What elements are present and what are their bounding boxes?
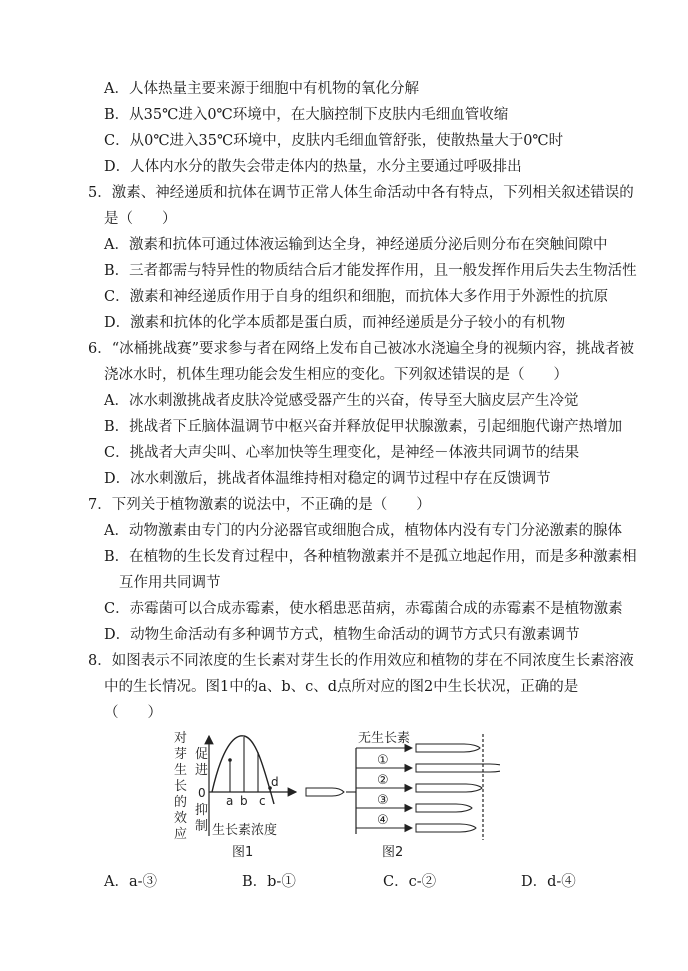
circled-label-4: ④ <box>377 813 389 828</box>
bud-1 <box>416 764 500 772</box>
q7-option-c: C．赤霉菌可以合成赤霉素，使水稻患恶苗病，赤霉菌合成的赤霉素不是植物激素 <box>104 601 623 617</box>
q8-answer-a: A．a-③ <box>104 874 158 890</box>
auxin-figure <box>160 728 500 866</box>
q8-stem-line2: 中的生长情况。图1中的a、b、c、d点所对应的图2中生长状况，正确的是 <box>104 679 579 695</box>
y-axis-char: 生 <box>174 763 188 778</box>
y-axis-char: 芽 <box>174 747 188 762</box>
q5-option-a: A．激素和抗体可通过体液运输到达全身，神经递质分泌后则分布在突触间隙中 <box>104 237 608 253</box>
bud-4 <box>416 824 476 832</box>
q8-answer-c: C．c-② <box>383 874 437 890</box>
zero-label: 0 <box>198 786 206 800</box>
bud-shape <box>306 788 344 796</box>
q6-stem-line1: 6．“冰桶挑战赛”要求参与者在网络上发布自己被冰水浇遍全身的视频内容，挑战者被 <box>88 341 635 357</box>
y-axis-char: 长 <box>174 779 188 794</box>
q6-option-d: D．冰水刺激后，挑战者体温维持相对稳定的调节过程中存在反馈调节 <box>104 471 551 487</box>
q8-stem-line3: （ ） <box>104 705 162 721</box>
promote-char: 促 <box>195 747 209 762</box>
figure-1-caption: 图1 <box>232 845 254 860</box>
y-axis-char: 对 <box>174 731 188 746</box>
q7-stem: 7．下列关于植物激素的说法中，不正确的是（ ） <box>88 497 431 513</box>
figure-2-caption: 图2 <box>382 845 404 860</box>
q7-option-a: A．动物激素由专门的内分泌器官或细胞合成，植物体内没有专门分泌激素的腺体 <box>104 523 622 539</box>
q4-option-a: A．人体热量主要来源于细胞中有机物的氧化分解 <box>104 81 419 97</box>
point-label-b: b <box>240 794 248 808</box>
bud-2 <box>416 784 482 792</box>
y-axis-char: 应 <box>174 827 188 842</box>
point-label-c: c <box>259 794 266 808</box>
q7-option-d: D．动物生命活动有多种调节方式，植物生命活动的调节方式只有激素调节 <box>104 627 580 643</box>
q7-option-b-line1: B．在植物的生长发育过程中，各种植物激素并不是孤立地起作用，而是多种激素相 <box>104 549 637 565</box>
bud-3 <box>416 804 472 812</box>
q4-option-c: C．从0℃进入35℃环境中，皮肤内毛细血管舒张，使散热量大于0℃时 <box>104 133 564 149</box>
point-label-a: a <box>226 794 234 808</box>
q5-option-c: C．激素和神经递质作用于自身的组织和细胞，而抗体大多作用于外源性的抗原 <box>104 289 609 305</box>
no-auxin-label: 无生长素 <box>358 731 411 746</box>
x-axis-label: 生长素浓度 <box>212 823 278 838</box>
promote-char: 进 <box>195 763 209 778</box>
q6-option-a: A．冰水刺激挑战者皮肤冷觉感受器产生的兴奋，传导至大脑皮层产生冷觉 <box>104 393 579 409</box>
circled-label-2: ② <box>377 773 389 788</box>
q6-option-c: C．挑战者大声尖叫、心率加快等生理变化，是神经－体液共同调节的结果 <box>104 445 580 461</box>
q5-stem-line2: 是（ ） <box>104 211 177 227</box>
y-axis-char: 效 <box>174 811 188 826</box>
q4-option-d: D．人体内水分的散失会带走体内的热量，水分主要通过呼吸排出 <box>104 159 522 175</box>
figure-2 <box>356 730 500 860</box>
q5-option-b: B．三者都需与特异性的物质结合后才能发挥作用，且一般发挥作用后失去生物活性 <box>104 263 637 279</box>
circled-label-1: ① <box>377 753 389 768</box>
q6-stem-line2: 浇冰水时，机体生理功能会发生相应的变化。下列叙述错误的是（ ） <box>104 367 568 383</box>
point-label-d: d <box>271 775 279 789</box>
q6-option-b: B．挑战者下丘脑体温调节中枢兴奋并释放促甲状腺激素，引起细胞代谢产热增加 <box>104 419 623 435</box>
q5-stem-line1: 5．激素、神经递质和抗体在调节正常人体生命活动中各有特点，下列相关叙述错误的 <box>88 185 634 201</box>
q8-stem-line1: 8．如图表示不同浓度的生长素对芽生长的作用效应和植物的芽在不同浓度生长素溶液 <box>88 653 634 669</box>
y-axis-char: 的 <box>174 795 188 810</box>
inhibit-char: 制 <box>195 819 209 834</box>
q8-answer-d: D．d-④ <box>521 874 576 890</box>
q7-option-b-line2: 互作用共同调节 <box>119 575 221 591</box>
figure-1 <box>174 730 208 842</box>
point-a-dot <box>228 758 232 762</box>
bud-control <box>416 744 480 752</box>
q8-answer-b: B．b-① <box>242 874 296 890</box>
circled-label-3: ③ <box>377 793 389 808</box>
q5-option-d: D．激素和抗体的化学本质都是蛋白质，而神经递质是分子较小的有机物 <box>104 315 566 331</box>
q4-option-b: B．从35℃进入0℃环境中，在大脑控制下皮肤内毛细血管收缩 <box>104 107 509 123</box>
inhibit-char: 抑 <box>195 803 209 818</box>
